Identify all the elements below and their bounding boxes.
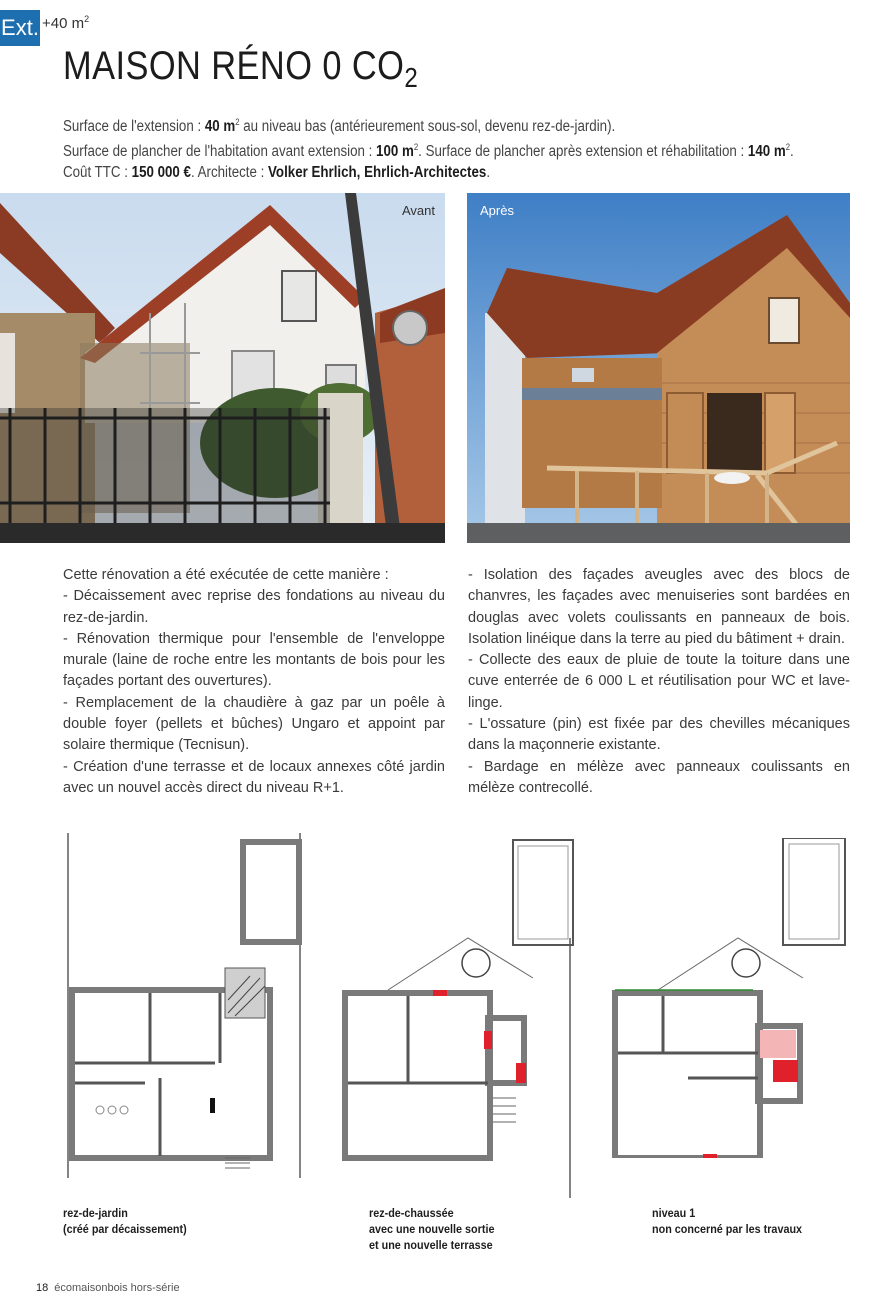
intro-value: 150 000 € bbox=[131, 164, 191, 182]
intro-value: 40 m bbox=[204, 118, 236, 136]
body-paragraph: - Rénovation thermique pour l'ensemble de l'enveloppe murale (laine de roche entre les montants de bois pour les façades portant des ouvertures). bbox=[63, 630, 445, 690]
floor-plan-rez-de-jardin bbox=[60, 828, 320, 1188]
plan-caption-niveau-1 bbox=[652, 1205, 802, 1237]
intro-line-3 bbox=[63, 162, 837, 183]
page-footer bbox=[36, 1282, 180, 1294]
floor-plan-rez-de-chaussee bbox=[338, 838, 578, 1198]
caption-line: rez-de-chaussée bbox=[369, 1206, 454, 1220]
body-column-left bbox=[63, 565, 445, 799]
page-number: 18 bbox=[36, 1282, 49, 1294]
intro-text: Surface de l'extension : bbox=[63, 118, 205, 136]
caption-line: et une nouvelle terrasse bbox=[369, 1238, 493, 1252]
photo-before-illustration bbox=[0, 193, 445, 543]
caption-line: (créé par décaissement) bbox=[63, 1222, 187, 1236]
intro-text: . bbox=[790, 143, 794, 161]
floor-plan-niveau-1 bbox=[608, 838, 853, 1158]
title-main: MAISON RÉNO 0 CO bbox=[63, 44, 405, 88]
plan-caption-rez-de-jardin bbox=[63, 1205, 187, 1237]
intro-text: . Architecte : bbox=[190, 164, 269, 182]
intro-sup: 2 bbox=[785, 142, 791, 153]
body-paragraph: - Bardage en mélèze avec panneaux coulissants en mélèze contrecollé. bbox=[468, 758, 850, 796]
page-title bbox=[63, 44, 418, 94]
body-paragraph: - Isolation des façades aveugles avec des blocs de chanvres, les façades avec menuiseries sont bardées en douglas avec volets coulissants en panneaux de bois. Isolation linéique dans la terre au pied du bâtiment + drain. bbox=[468, 567, 850, 647]
extension-area-label bbox=[42, 14, 89, 32]
title-subscript: 2 bbox=[404, 62, 419, 93]
body-paragraph: - L'ossature (pin) est fixée par des chevilles mécaniques dans la maçonnerie existante. bbox=[468, 716, 850, 754]
intro-block bbox=[63, 112, 837, 183]
intro-sup: 2 bbox=[413, 142, 419, 153]
intro-text: . bbox=[486, 164, 491, 182]
caption-line: non concerné par les travaux bbox=[652, 1222, 803, 1236]
intro-text: Coût TTC : bbox=[63, 164, 132, 182]
extension-area-exponent: 2 bbox=[84, 14, 90, 24]
body-paragraph: Cette rénovation a été exécutée de cette manière : bbox=[63, 567, 389, 583]
photo-after-label: Après bbox=[480, 203, 514, 218]
body-paragraph: - Collecte des eaux de pluie de toute la toiture dans une cuve enterrée de 6 000 L et réutilisation pour WC et lave-linge. bbox=[468, 652, 850, 711]
caption-line: avec une nouvelle sortie bbox=[369, 1222, 495, 1236]
intro-sup: 2 bbox=[235, 117, 240, 127]
body-paragraph: - Création d'une terrasse et de locaux annexes côté jardin avec un nouvel accès direct du niveau R+1. bbox=[63, 758, 445, 796]
photo-before bbox=[0, 193, 445, 543]
intro-text: au niveau bas (antérieurement sous-sol, devenu rez-de-jardin). bbox=[239, 118, 616, 136]
caption-line: rez-de-jardin bbox=[63, 1206, 128, 1220]
publication-name: écomaisonbois hors-série bbox=[54, 1282, 180, 1294]
intro-text: . Surface de plancher après extension et réhabilitation : bbox=[418, 143, 748, 161]
photo-after bbox=[467, 193, 850, 543]
photo-before-label: Avant bbox=[402, 203, 436, 218]
extension-area-value: +40 m bbox=[42, 15, 85, 32]
body-column-right bbox=[468, 565, 850, 799]
body-paragraph: - Décaissement avec reprise des fondations au niveau du rez-de-jardin. bbox=[63, 588, 445, 626]
photo-after-illustration bbox=[467, 193, 850, 543]
body-paragraph: - Remplacement de la chaudière à gaz par un poêle à double foyer (pellets et bûches) Ungaro et appoint par solaire thermique (Tecnisun). bbox=[63, 694, 445, 754]
section-tag: Ext. bbox=[0, 10, 40, 46]
intro-value: Volker Ehrlich, Ehrlich-Architectes bbox=[268, 164, 487, 182]
intro-text: Surface de plancher de l'habitation avant extension : bbox=[63, 143, 377, 161]
caption-line: niveau 1 bbox=[652, 1206, 696, 1220]
plan-caption-rez-de-chaussee bbox=[369, 1205, 494, 1253]
intro-value: 140 m bbox=[747, 143, 786, 161]
intro-line-1 bbox=[63, 112, 837, 137]
intro-value: 100 m bbox=[376, 143, 414, 161]
intro-line-2 bbox=[63, 137, 837, 162]
